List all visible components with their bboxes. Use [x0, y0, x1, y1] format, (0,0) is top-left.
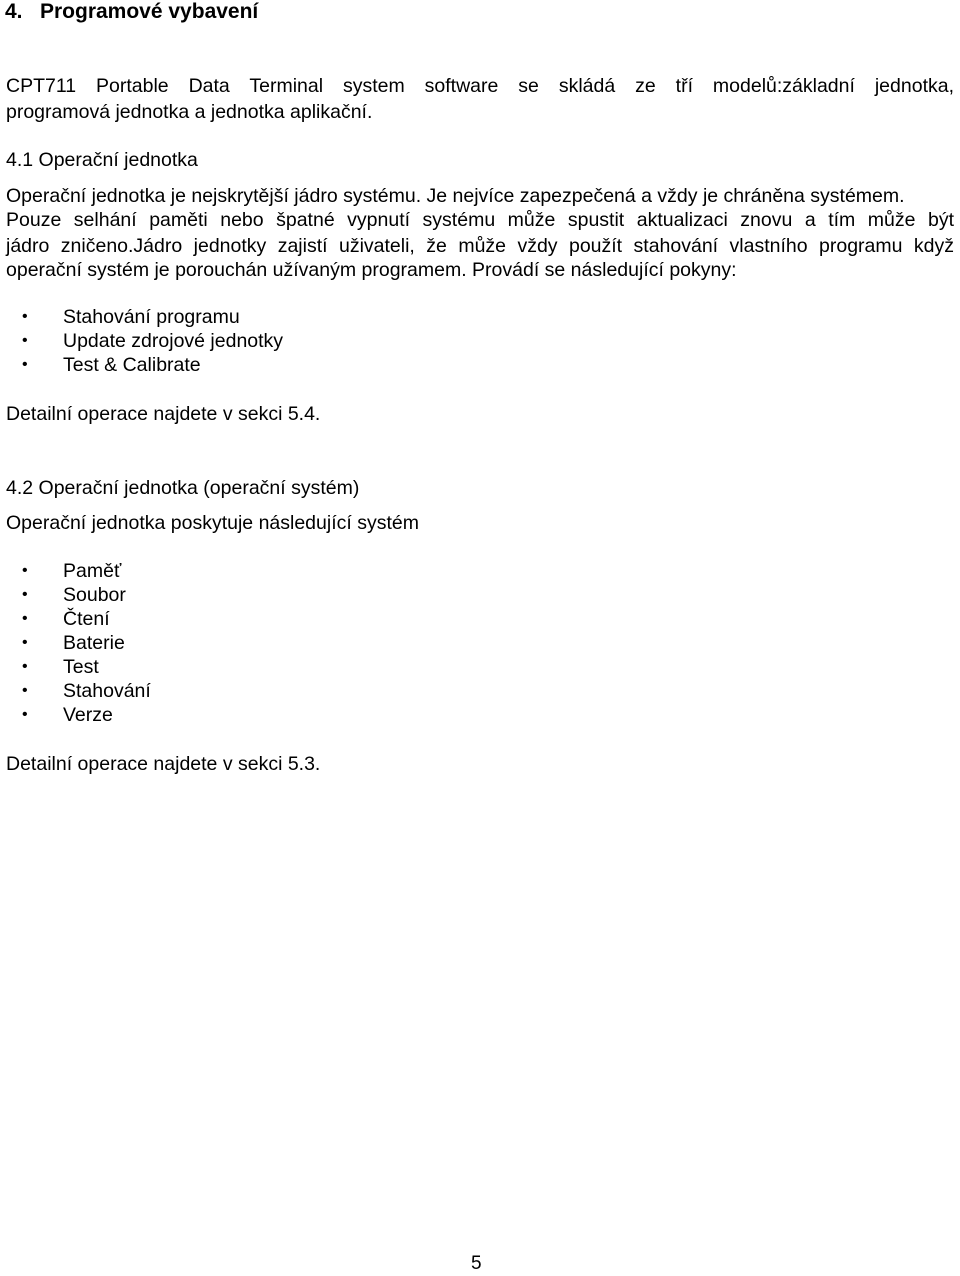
section-4-2-title: 4.2 Operační jednotka (operační systém) — [6, 477, 360, 499]
chapter-heading — [5, 0, 258, 25]
section-4-1-para-line-4: operační systém je porouchán užívaným programem. Provádí se následující pokyny: — [6, 259, 737, 281]
section-4-1-para-line-3: jádro zničeno.Jádro jednotky zajistí uživateli, že může vždy použít stahování vlastního programu když — [6, 235, 954, 257]
bullet-icon: • — [22, 658, 28, 675]
bullet-icon: • — [22, 308, 28, 325]
bullet-icon: • — [22, 332, 28, 349]
bullet-icon: • — [22, 586, 28, 603]
section-4-1-para-line-2: Pouze selhání paměti nebo špatné vypnutí systému může spustit aktualizaci znovu a tím může být — [6, 209, 954, 231]
section-4-1-note: Detailní operace najdete v sekci 5.4. — [6, 403, 321, 425]
bullet-icon: • — [22, 706, 28, 723]
section-4-1-title: 4.1 Operační jednotka — [6, 149, 198, 171]
chapter-title: Programové vybavení — [40, 0, 259, 23]
document-page: 4. Programové vybavení CPT711 Portable Data Terminal system software se skládá ze tří modelů:základní jednotka, programová jednotka a jednotka aplikační. 4.1 Operační jednotka Operační jednotka je nejskrytější jádro systému. Je nejvíce zapezpečená a vždy je chráněna systémem. Pouze selhání paměti nebo špatné vypnutí systému může spustit aktualizaci znovu a tím může být jádro zničeno.Jádro jednotky zajistí uživateli, že může vždy použít stahování vlastního programu když operační systém je porouchán užívaným programem. Provádí se následující pokyny: • Stahování programu • Update zdrojové jednotky • Test & Calibrate Detailní operace najdete v sekci 5.4. 4.2 Operační jednotka (operační systém) Operační jednotka poskytuje následující systém • Paměť • Soubor • Čtení • Baterie • Test • Stahování • Verze Detailní operace najdete v sekci 5.3. 5 — [5, 0, 954, 1274]
section-4-2-intro: Operační jednotka poskytuje následující systém — [6, 512, 419, 534]
bullet-icon: • — [22, 562, 28, 579]
intro-line-2: programová jednotka a jednotka aplikační. — [6, 101, 373, 123]
page-number: 5 — [471, 1253, 482, 1274]
bullet-icon: • — [22, 356, 28, 373]
bullet-icon: • — [22, 634, 28, 651]
section-4-2-note: Detailní operace najdete v sekci 5.3. — [6, 753, 321, 775]
section-4-1-para-line-1: Operační jednotka je nejskrytější jádro systému. Je nejvíce zapezpečená a vždy je chráněna systémem. — [6, 185, 905, 207]
bullet-icon: • — [22, 682, 28, 699]
bullet-icon: • — [22, 610, 28, 627]
intro-line-1: CPT711 Portable Data Terminal system software se skládá ze tří modelů:základní jednotka, — [6, 75, 954, 97]
chapter-number: 4. — [5, 0, 23, 23]
